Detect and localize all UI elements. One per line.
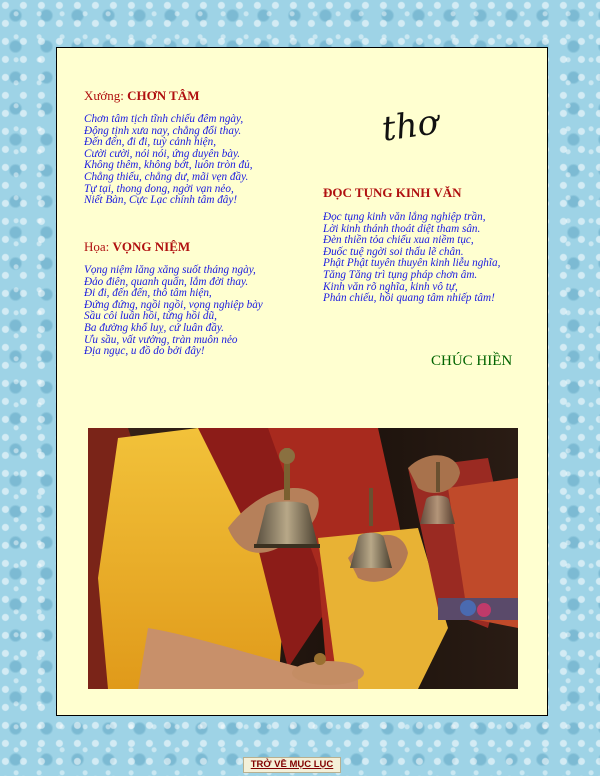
verse-line: Đi đi, đến đến, thô tâm hiện, (84, 287, 212, 300)
verse-line: Đảo điên, quanh quẩn, lắm đời thay. (84, 275, 249, 288)
poem2-heading (84, 239, 190, 255)
verse-line: Lời kinh thánh thoát diệt tham sân. (323, 222, 481, 235)
verse-line: Đứng đứng, ngồi ngồi, vọng nghiệp bày (84, 298, 263, 311)
verse-line: Chơn tâm tịch tĩnh chiếu đêm ngày, (84, 113, 244, 125)
verse-line: Vọng niệm lăng xăng suốt tháng ngày, (84, 264, 256, 276)
poem2-title: VỌNG NIỆM (112, 239, 191, 254)
verse-line: Đọc tụng kinh văn lắng nghiệp trần, (323, 211, 486, 223)
tho-calligraphy: thơ (379, 102, 441, 150)
poem3-title: ĐỌC TỤNG KINH VĂN (323, 185, 462, 200)
verse-line: Chẳng thiếu, chẳng dư, mãi vẹn đầy. (84, 170, 249, 183)
poem2-verse (84, 265, 263, 358)
verse-line: Đến đến, đi đi, tuỳ cảnh hiện, (84, 136, 217, 149)
verse-line: Không thêm, không bớt, luôn tròn đủ, (84, 159, 253, 172)
verse-line: Ưu sầu, vất vưởng, tràn muôn nẻo (84, 333, 238, 346)
verse-line: Tự tại, thong dong, ngời vạn nẻo, (84, 182, 234, 195)
monks-bells-illustration (88, 428, 518, 689)
verse-line: Niết Bàn, Cực Lạc chính tâm đây! (84, 194, 238, 207)
verse-line: Tăng Tăng trì tụng pháp chơn âm. (323, 268, 478, 281)
poem1-title: CHƠN TÂM (127, 88, 200, 103)
verse-line: Phật Phật tuyên thuyên kinh liễu nghĩa, (323, 257, 501, 270)
verse-line: Phản chiếu, hồi quang tâm nhiếp tâm! (323, 292, 495, 305)
back-to-index-link[interactable]: TRỞ VỀ MỤC LỤC (243, 757, 341, 773)
verse-line: Đèn thiền tỏa chiếu xua niềm tục, (323, 234, 474, 247)
verse-line: Động tịnh xưa nay, chẳng đổi thay. (84, 124, 242, 137)
poem-page (56, 47, 548, 716)
monks-bells-photo (88, 428, 518, 689)
poem1-verse (84, 114, 253, 207)
poem3-verse (323, 212, 500, 305)
verse-line: Kinh văn rõ nghĩa, kinh vô tự, (323, 280, 458, 293)
poem1-heading (84, 88, 200, 104)
poem1-prefix: Xướng: (84, 88, 128, 103)
poem2-prefix: Họa: (84, 239, 113, 254)
verse-line: Địa ngục, u đồ do bởi đây! (84, 345, 205, 358)
verse-line: Ba đường khổ luỵ, cứ luân đầy. (84, 321, 224, 334)
verse-line: Sầu côi luân hồi, từng hồi dũ, (84, 310, 217, 323)
verse-line: Cười cười, nói nói, ứng duyên bày. (84, 147, 241, 160)
verse-line: Đuốc tuệ ngời soi thấu lẽ chân. (323, 245, 464, 258)
author-name: CHÚC HIỀN (431, 353, 513, 369)
